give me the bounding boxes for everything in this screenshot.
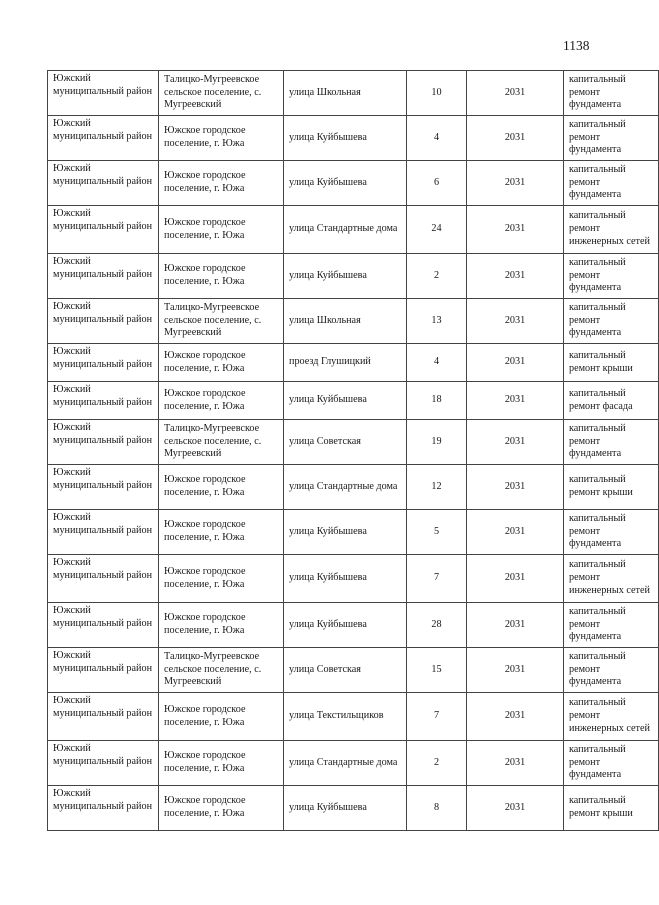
settlement-cell: Талицко-Мугреевское сельское поселение, с. Мугреевский — [159, 648, 284, 693]
year-cell: 2031 — [467, 299, 564, 344]
street-cell: улица Текстильщиков — [284, 693, 407, 741]
work-type-cell: капитальный ремонт крыши — [564, 344, 659, 382]
year-cell: 2031 — [467, 510, 564, 555]
work-type-cell: капитальный ремонт крыши — [564, 786, 659, 831]
settlement-cell: Южское городское поселение, г. Южа — [159, 254, 284, 299]
table-row — [48, 254, 659, 299]
work-type-cell: капитальный ремонт фасада — [564, 382, 659, 420]
settlement-cell: Южское городское поселение, г. Южа — [159, 344, 284, 382]
table-row — [48, 741, 659, 786]
district-cell: Южский муниципальный район — [48, 71, 159, 116]
house-number-cell: 24 — [407, 206, 467, 254]
table-row — [48, 299, 659, 344]
table-row — [48, 648, 659, 693]
house-number-cell: 19 — [407, 420, 467, 465]
district-cell: Южский муниципальный район — [48, 693, 159, 741]
table-row — [48, 603, 659, 648]
table-row — [48, 786, 659, 831]
street-cell: улица Куйбышева — [284, 116, 407, 161]
year-cell: 2031 — [467, 693, 564, 741]
district-cell: Южский муниципальный район — [48, 206, 159, 254]
year-cell: 2031 — [467, 420, 564, 465]
settlement-cell: Южское городское поселение, г. Южа — [159, 206, 284, 254]
house-number-cell: 7 — [407, 555, 467, 603]
house-number-cell: 12 — [407, 465, 467, 510]
year-cell: 2031 — [467, 206, 564, 254]
work-type-cell: капитальный ремонт фундамента — [564, 116, 659, 161]
house-number-cell: 7 — [407, 693, 467, 741]
street-cell: улица Куйбышева — [284, 510, 407, 555]
work-type-cell: капитальный ремонт фундамента — [564, 71, 659, 116]
work-type-cell: капитальный ремонт инженерных сетей — [564, 206, 659, 254]
table-row — [48, 161, 659, 206]
street-cell: улица Куйбышева — [284, 161, 407, 206]
district-cell: Южский муниципальный район — [48, 344, 159, 382]
year-cell: 2031 — [467, 116, 564, 161]
table-row — [48, 555, 659, 603]
year-cell: 2031 — [467, 741, 564, 786]
district-cell: Южский муниципальный район — [48, 382, 159, 420]
table-row — [48, 71, 659, 116]
street-cell: улица Куйбышева — [284, 786, 407, 831]
district-cell: Южский муниципальный район — [48, 648, 159, 693]
table-row — [48, 116, 659, 161]
table-row — [48, 420, 659, 465]
settlement-cell: Южское городское поселение, г. Южа — [159, 510, 284, 555]
table-body — [48, 71, 659, 831]
work-type-cell: капитальный ремонт фундамента — [564, 254, 659, 299]
district-cell: Южский муниципальный район — [48, 555, 159, 603]
table-row — [48, 465, 659, 510]
table-row — [48, 382, 659, 420]
page-number: 1138 — [563, 38, 590, 53]
district-cell: Южский муниципальный район — [48, 786, 159, 831]
house-number-cell: 8 — [407, 786, 467, 831]
settlement-cell: Талицко-Мугреевское сельское поселение, с. Мугреевский — [159, 71, 284, 116]
house-number-cell: 15 — [407, 648, 467, 693]
table-row — [48, 344, 659, 382]
street-cell: проезд Глушицкий — [284, 344, 407, 382]
settlement-cell: Южское городское поселение, г. Южа — [159, 693, 284, 741]
street-cell: улица Школьная — [284, 299, 407, 344]
year-cell: 2031 — [467, 254, 564, 299]
house-number-cell: 18 — [407, 382, 467, 420]
street-cell: улица Советская — [284, 420, 407, 465]
year-cell: 2031 — [467, 161, 564, 206]
housing-repair-table — [47, 70, 659, 831]
work-type-cell: капитальный ремонт фундамента — [564, 299, 659, 344]
year-cell: 2031 — [467, 344, 564, 382]
work-type-cell: капитальный ремонт фундамента — [564, 648, 659, 693]
district-cell: Южский муниципальный район — [48, 510, 159, 555]
year-cell: 2031 — [467, 71, 564, 116]
work-type-cell: капитальный ремонт инженерных сетей — [564, 693, 659, 741]
house-number-cell: 4 — [407, 344, 467, 382]
district-cell: Южский муниципальный район — [48, 420, 159, 465]
street-cell: улица Стандартные дома — [284, 465, 407, 510]
work-type-cell: капитальный ремонт инженерных сетей — [564, 555, 659, 603]
work-type-cell: капитальный ремонт крыши — [564, 465, 659, 510]
house-number-cell: 2 — [407, 254, 467, 299]
district-cell: Южский муниципальный район — [48, 254, 159, 299]
street-cell: улица Стандартные дома — [284, 741, 407, 786]
year-cell: 2031 — [467, 555, 564, 603]
work-type-cell: капитальный ремонт фундамента — [564, 510, 659, 555]
settlement-cell: Южское городское поселение, г. Южа — [159, 116, 284, 161]
district-cell: Южский муниципальный район — [48, 465, 159, 510]
settlement-cell: Южское городское поселение, г. Южа — [159, 161, 284, 206]
settlement-cell: Южское городское поселение, г. Южа — [159, 603, 284, 648]
house-number-cell: 2 — [407, 741, 467, 786]
settlement-cell: Южское городское поселение, г. Южа — [159, 741, 284, 786]
district-cell: Южский муниципальный район — [48, 603, 159, 648]
district-cell: Южский муниципальный район — [48, 741, 159, 786]
table-row — [48, 510, 659, 555]
work-type-cell: капитальный ремонт фундамента — [564, 603, 659, 648]
work-type-cell: капитальный ремонт фундамента — [564, 420, 659, 465]
street-cell: улица Куйбышева — [284, 603, 407, 648]
street-cell: улица Куйбышева — [284, 382, 407, 420]
street-cell: улица Куйбышева — [284, 555, 407, 603]
work-type-cell: капитальный ремонт фундамента — [564, 161, 659, 206]
table-row — [48, 206, 659, 254]
district-cell: Южский муниципальный район — [48, 161, 159, 206]
settlement-cell: Южское городское поселение, г. Южа — [159, 555, 284, 603]
district-cell: Южский муниципальный район — [48, 299, 159, 344]
year-cell: 2031 — [467, 648, 564, 693]
year-cell: 2031 — [467, 786, 564, 831]
house-number-cell: 6 — [407, 161, 467, 206]
house-number-cell: 4 — [407, 116, 467, 161]
street-cell: улица Школьная — [284, 71, 407, 116]
table-row — [48, 693, 659, 741]
house-number-cell: 5 — [407, 510, 467, 555]
year-cell: 2031 — [467, 603, 564, 648]
settlement-cell: Талицко-Мугреевское сельское поселение, с. Мугреевский — [159, 420, 284, 465]
year-cell: 2031 — [467, 465, 564, 510]
street-cell: улица Советская — [284, 648, 407, 693]
work-type-cell: капитальный ремонт фундамента — [564, 741, 659, 786]
house-number-cell: 10 — [407, 71, 467, 116]
house-number-cell: 28 — [407, 603, 467, 648]
house-number-cell: 13 — [407, 299, 467, 344]
district-cell: Южский муниципальный район — [48, 116, 159, 161]
settlement-cell: Южское городское поселение, г. Южа — [159, 382, 284, 420]
street-cell: улица Стандартные дома — [284, 206, 407, 254]
year-cell: 2031 — [467, 382, 564, 420]
street-cell: улица Куйбышева — [284, 254, 407, 299]
settlement-cell: Талицко-Мугреевское сельское поселение, с. Мугреевский — [159, 299, 284, 344]
settlement-cell: Южское городское поселение, г. Южа — [159, 465, 284, 510]
settlement-cell: Южское городское поселение, г. Южа — [159, 786, 284, 831]
